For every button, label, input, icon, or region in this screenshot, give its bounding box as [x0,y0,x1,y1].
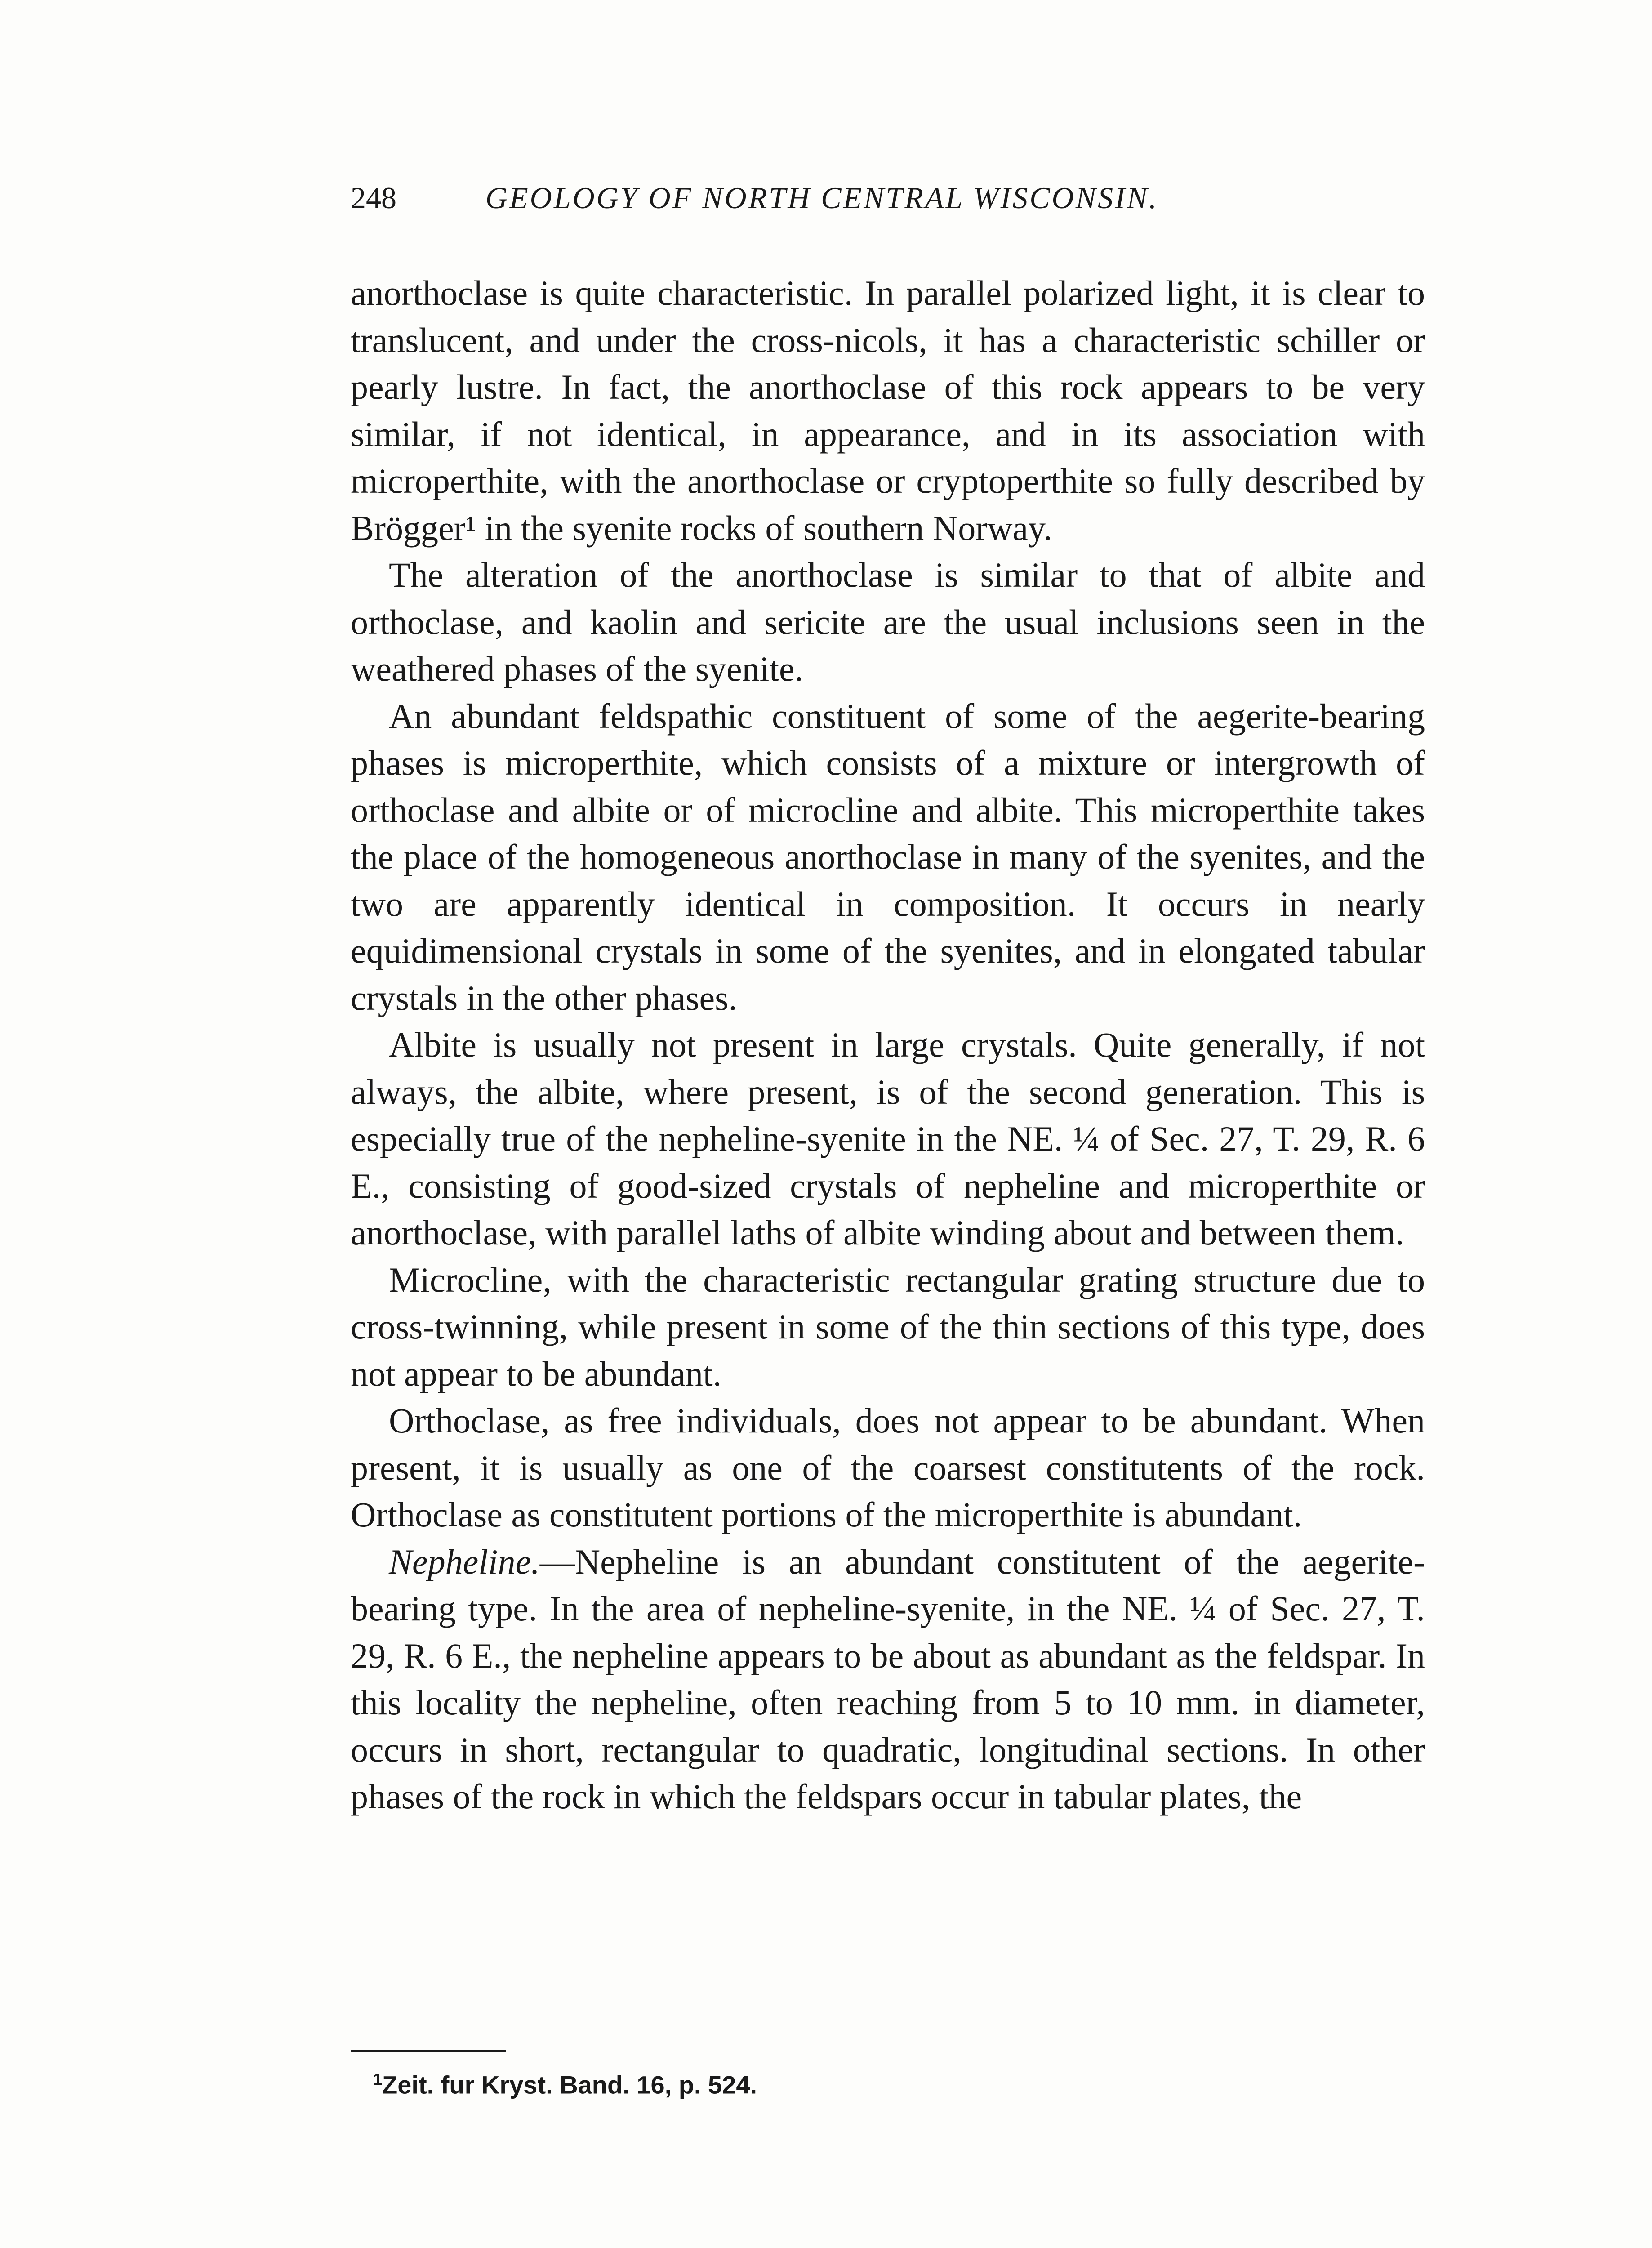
paragraph-continued: anorthoclase is quite characteristic. In parallel polarized light, it is clear to translucent, and under the cross-nicols, it has a characteristic schiller or pearly lustre. In fact, the anorthoclase of this rock appears to be very similar, if not identical, in appearance, and in its association with microperthite, with the anorthoclase or cryptoperthite so fully described by Brögger¹ in the syenite rocks of southern Norway. [351,273,1425,548]
paragraph-alteration: The alteration of the anorthoclase is similar to that of albite and orthoclase, and kaolin and sericite are the usual inclusions seen in the weathered phases of the syenite. [351,555,1425,688]
footnote [373,2059,1407,2105]
page-number: 248 [351,181,396,215]
paragraph-microperthite: An abundant feldspathic constituent of some of the aegerite-bearing phases is microperthite, which consists of a mixture or intergrowth of orthoclase and albite or of microcline and albite. This microperthite takes the place of the homogeneous anorthoclase in many of the syenites, and the two are apparently identical in composition. It occurs in nearly equidimensional crystals in some of the syenites, and in elongated tabular crystals in the other phases. [351,696,1425,1017]
body-text [351,270,1425,1820]
paragraph-albite: Albite is usually not present in large crystals. Quite generally, if not always, the albite, where present, is of the second generation. This is especially true of the nepheline-syenite in the NE. ¼ of Sec. 27, T. 29, R. 6 E., consisting of good-sized crystals of nepheline and microperthite or anorthoclase, with parallel laths of albite winding about and between them. [351,1025,1425,1252]
run-in-heading: Nepheline. [389,1542,540,1581]
paragraph-nepheline [351,1539,1425,1820]
running-header [351,173,1429,223]
paragraph-nepheline-text: —Nepheline is an abundant constitutent of the aegerite-bearing type. In the area of nepheline-syenite, in the NE. ¼ of Sec. 27, T. 29, R. 6 E., the nepheline appears to be about as abundant as the feldspar. In this locality the nepheline, often reaching from 5 to 10 mm. in diameter, occurs in short, rectangular to quadratic, longitudinal sections. In other phases of the rock in which the feldspars occur in tabular plates, the [351,1542,1425,1816]
footnote-rule [351,2050,506,2052]
running-title: GEOLOGY OF NORTH CENTRAL WISCONSIN. [485,181,1159,215]
footnote-marker: 1 [373,2070,383,2088]
paragraph-orthoclase: Orthoclase, as free individuals, does not appear to be abundant. When present, it is usually as one of the coarsest constitutents of the rock. Orthoclase as constitutent portions of the microperthite is abundant. [351,1401,1425,1534]
footnote-text: Zeit. fur Kryst. Band. 16, p. 524. [382,2070,757,2099]
paragraph-microcline: Microcline, with the characteristic rectangular grating structure due to cross-twinning, while present in some of the thin sections of this type, does not appear to be abundant. [351,1260,1425,1393]
